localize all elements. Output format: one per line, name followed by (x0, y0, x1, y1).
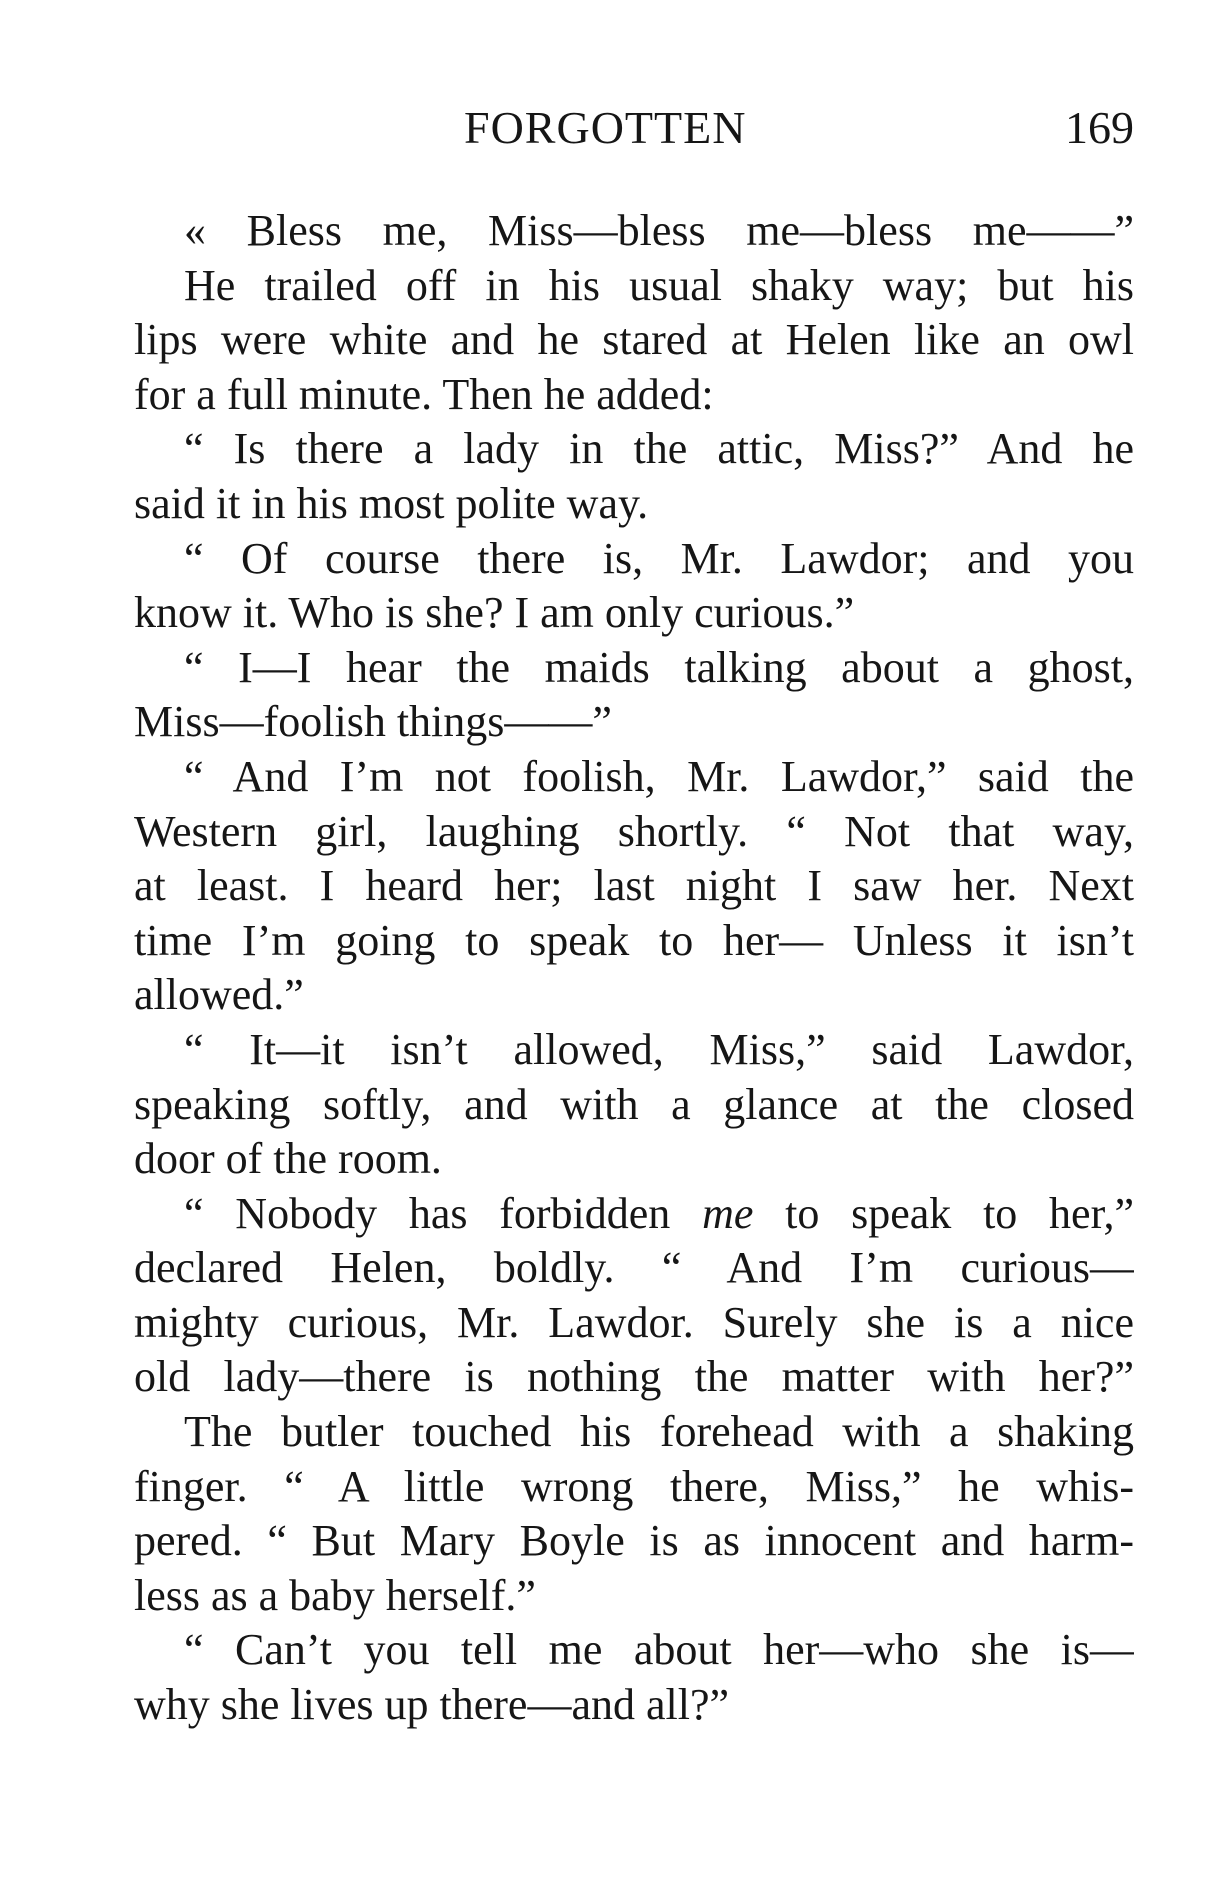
text-line: why she lives up there—and all?” (134, 1680, 730, 1730)
text-line: allowed.” (134, 970, 304, 1020)
text-line: “ And I’m not foolish, Mr. Lawdor,” said the (184, 751, 1134, 801)
running-head: FORGOTTEN (464, 102, 747, 153)
text-line: « Bless me, Miss—bless me—bless me——” (184, 206, 1134, 255)
text-line: at least. I heard her; last night I saw her. Next (134, 861, 1134, 911)
text-line: “ Can’t you tell me about her—who she is— (184, 1625, 1134, 1675)
page-number: 169 (1065, 102, 1134, 153)
text-segment: to speak to her,” (785, 1188, 1134, 1238)
text-line: Western girl, laughing shortly. “ Not that way, (134, 806, 1134, 856)
text-line: “ Of course there is, Mr. Lawdor; and you (184, 533, 1134, 583)
text-line: The butler touched his forehead with a shaking (184, 1407, 1134, 1457)
text-line: speaking softly, and with a glance at the closed (134, 1079, 1134, 1129)
text-line: Miss—foolish things——” (134, 697, 612, 747)
text-line: declared Helen, boldly. “ And I’m curious— (134, 1243, 1134, 1293)
text-line: He trailed off in his usual shaky way; but his (184, 260, 1134, 310)
text-line: said it in his most polite way. (134, 478, 649, 528)
text-line: finger. “ A little wrong there, Miss,” he whis- (134, 1461, 1134, 1511)
text-line: for a full minute. Then he added: (134, 369, 714, 419)
text-line: lips were white and he stared at Helen like an owl (134, 315, 1134, 365)
text-segment: “ Nobody has forbidden (184, 1188, 671, 1238)
text-line: less as a baby herself.” (134, 1570, 536, 1620)
body-text (134, 204, 1134, 1733)
emphasized-word: me (702, 1188, 754, 1238)
text-line: “ It—it isn’t allowed, Miss,” said Lawdor, (184, 1024, 1134, 1074)
text-line: “ Is there a lady in the attic, Miss?” And he (184, 424, 1134, 474)
page-header (134, 98, 1134, 158)
text-line: know it. Who is she? I am only curious.” (134, 588, 855, 638)
text-line: mighty curious, Mr. Lawdor. Surely she is a nice (134, 1297, 1134, 1347)
text-line-with-emphasis (134, 1187, 1134, 1242)
text-line: pered. “ But Mary Boyle is as innocent and harm- (134, 1516, 1134, 1566)
text-line: “ I—I hear the maids talking about a ghost, (184, 642, 1134, 692)
text-line: old lady—there is nothing the matter with her?” (134, 1352, 1134, 1402)
text-line: time I’m going to speak to her— Unless it isn’t (134, 915, 1134, 965)
text-line: door of the room. (134, 1134, 442, 1184)
